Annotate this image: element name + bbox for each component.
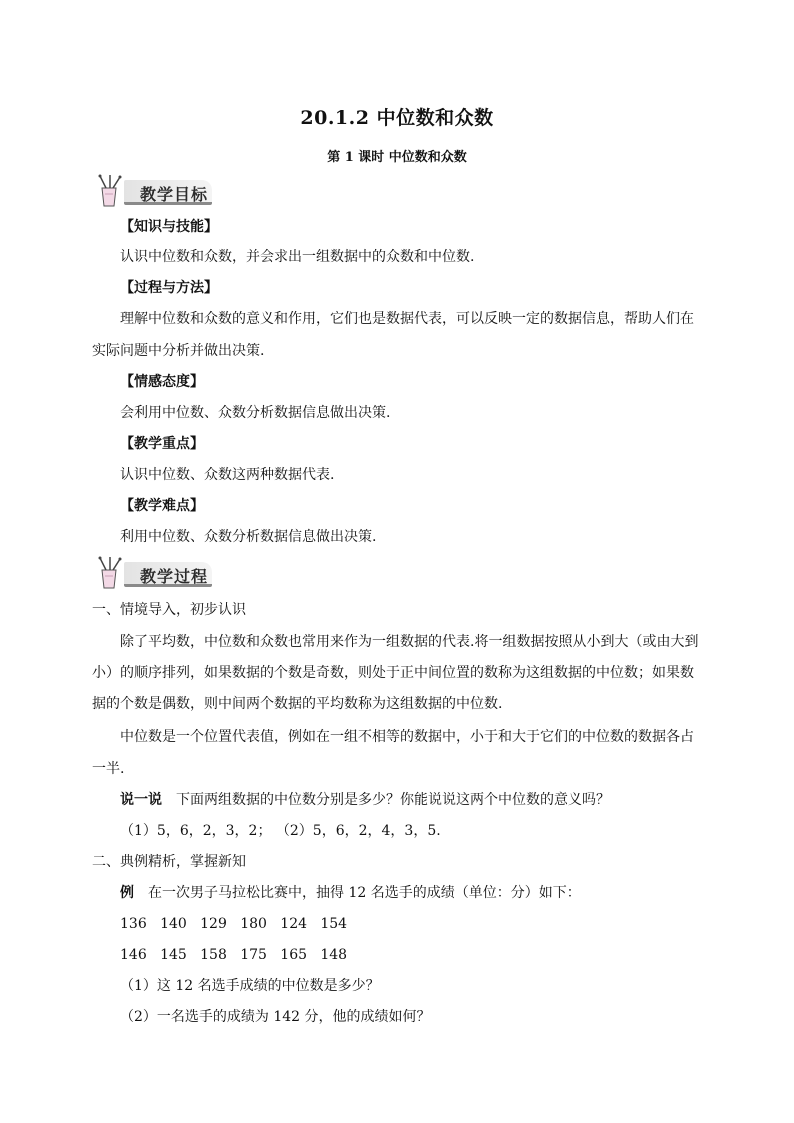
teaching-goals-banner (96, 174, 214, 208)
data-row-2: 146 145 158 175 165 148 (120, 947, 348, 963)
pen-holder-icon (96, 556, 130, 590)
lesson-subtitle: 第 1 课时 中位数和众数 (327, 150, 467, 165)
paragraph-2-line-1: 中位数是一个位置代表值，例如在一组不相等的数据中，小于和大于它们的中位数的数据各占 (120, 729, 694, 745)
difficulty-heading: 【教学难点】 (120, 498, 204, 514)
attitude-heading: 【情感态度】 (120, 374, 204, 390)
method-text-line-1: 理解中位数和众数的意义和作用，它们也是数据代表，可以反映一定的数据信息，帮助人们在 (120, 311, 694, 327)
knowledge-heading: 【知识与技能】 (120, 219, 218, 235)
method-heading: 【过程与方法】 (120, 280, 218, 296)
question-1: （1）这 12 名选手成绩的中位数是多少？ (120, 978, 380, 994)
say-it-text: 下面两组数据的中位数分别是多少？你能说说这两个中位数的意义吗？ (176, 792, 610, 808)
banner-label: 教学目标 (140, 185, 209, 204)
section-2-heading: 二、典例精析，掌握新知 (92, 854, 246, 870)
key-point-heading: 【教学重点】 (120, 436, 204, 452)
paragraph-1-line-2: 小）的顺序排列，如果数据的个数是奇数，则处于正中间位置的数称为这组数据的中位数；如果数 (92, 665, 694, 681)
example-line (120, 884, 581, 902)
example-label: 例 (120, 885, 134, 901)
say-it-data: （1）5，6，2，3，2； （2）5，6，2，4，3，5. (120, 823, 441, 839)
knowledge-text: 认识中位数和众数，并会求出一组数据中的众数和中位数. (120, 249, 475, 265)
key-point-text: 认识中位数、众数这两种数据代表. (120, 467, 335, 483)
attitude-text: 会利用中位数、众数分析数据信息做出决策. (120, 405, 391, 421)
paragraph-1-line-3: 据的个数是偶数，则中间两个数据的平均数称为这组数据的中位数. (92, 696, 503, 712)
paragraph-2-line-2: 一半. (92, 761, 125, 777)
paragraph-1-line-1: 除了平均数，中位数和众数也常用来作为一组数据的代表.将一组数据按照从小到大（或由大到 (120, 634, 699, 650)
method-text-line-2: 实际问题中分析并做出决策. (92, 343, 265, 359)
section-1-heading: 一、情境导入，初步认识 (92, 602, 246, 618)
question-2: （2）一名选手的成绩为 142 分，他的成绩如何？ (120, 1009, 431, 1025)
example-text: 在一次男子马拉松比赛中，抽得 12 名选手的成绩（单位：分）如下： (148, 885, 581, 901)
data-row-1: 136 140 129 180 124 154 (120, 916, 348, 932)
say-it-label: 说一说 (120, 792, 162, 808)
teaching-process-banner (96, 556, 214, 590)
say-it-line (120, 791, 610, 809)
pen-holder-icon (96, 174, 130, 208)
banner-label: 教学过程 (140, 567, 209, 586)
page-title: 20.1.2 中位数和众数 (300, 107, 494, 129)
difficulty-text: 利用中位数、众数分析数据信息做出决策. (120, 529, 377, 545)
